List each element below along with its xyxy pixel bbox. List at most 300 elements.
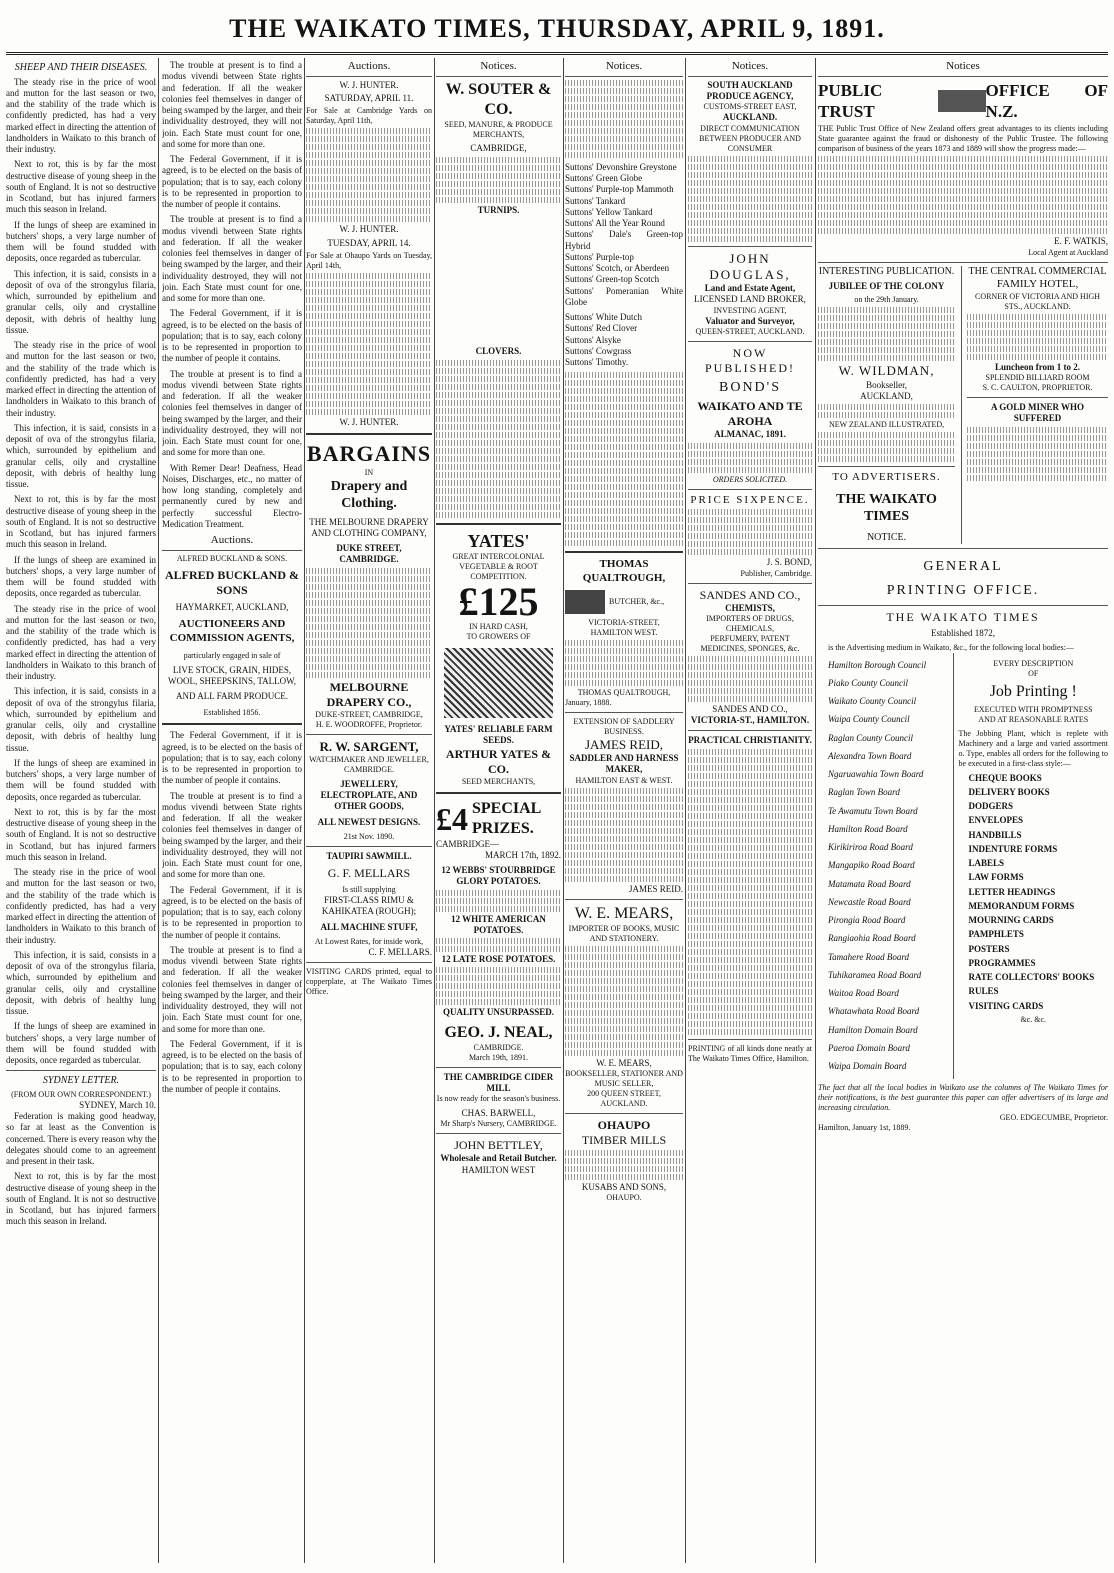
ad-mears-trade2: BOOKSELLER, STATIONER AND MUSIC SELLER,: [565, 1069, 683, 1088]
job-column: [953, 653, 1108, 1080]
column-two: [162, 60, 302, 1565]
ad-white-american: 12 WHITE AMERICAN POTATOES.: [451, 913, 546, 935]
ad-sap: SOUTH AUCKLAND PRODUCE AGENCY,: [706, 79, 794, 101]
ad-proprietor: H. E. WOODROFFE, Proprietor.: [315, 719, 423, 729]
ad-visiting-cards: VISITING CARDS printed, equal to copperplate, at The Waikato Times Office.: [306, 967, 432, 996]
divider: [818, 466, 955, 467]
board-list: [818, 653, 953, 1080]
job-jobbing: The Jobbing Plant, which is replete with Machinery and a large and varied assortment o. Type, enables all orders for the following to be executed in a first-class style:—: [958, 728, 1108, 768]
ad-sandes: SANDES AND CO.,: [699, 587, 801, 602]
seed-packet-illustration: [444, 648, 553, 718]
trust-description: THE Public Trust Office of New Zealand offers great advantages to its clients including State guarantee against the fraud or dishonesty of the Public Trustee. The following comparison of business of the years 1873 and 1889 will show the progress made:—: [818, 124, 1108, 154]
ad-yates-seeds: YATES' RELIABLE FARM SEEDS.: [444, 724, 553, 746]
article-paragraph: The trouble at present is to find a modus vivendi between State rights and federation. If all the weaker colonies feel themselves in danger of being swamped by the larger, and their individuality destroyed, they will not join. Each State must count for one, and some for more than one.: [162, 60, 302, 149]
ad-firm: ALFRED BUCKLAND & SONS.: [176, 553, 288, 563]
ad-bettley: JOHN BETTLEY,: [454, 1138, 543, 1153]
divider: [306, 734, 432, 735]
article-paragraph: This infection, it is said, consists in a deposit of ova of the strongylus filaria, which, surrounded by epithelium and granular cells, oily and crystalline deposit, with debris of healthy lung tissue.: [6, 268, 156, 335]
list-item: LAW FORMS: [968, 872, 1024, 883]
article-paragraph: If the lungs of sheep are examined in butchers' shops, a very large number of them will be found studded with deposits, once regarded as tubercular.: [6, 1021, 156, 1065]
ad-souter-town: CAMBRIDGE,: [470, 142, 527, 153]
special-prize-label: SPECIAL PRIZES.: [472, 799, 542, 837]
list-item: Paeroa Domain Board: [828, 1042, 910, 1053]
hotel-family: FAMILY HOTEL,: [996, 278, 1079, 290]
ad-machine: ALL MACHINE STUFF,: [320, 921, 418, 932]
divider: [818, 605, 1108, 606]
article-title: SYDNEY LETTER.: [42, 1075, 120, 1087]
list-item: MEMORANDUM FORMS: [968, 900, 1075, 911]
article-paragraph: This infection, it is said, consists in a deposit of ova of the strongylus filaria, which, surrounded by epithelium and granular cells, oily and crystalline deposit, with debris of healthy lung tissue.: [6, 949, 156, 1016]
ad-orders: ORDERS SOLICITED.: [712, 474, 788, 484]
ad-text: [565, 372, 683, 546]
list-item: Suttons' White Dutch: [565, 312, 642, 322]
column-notices-b: [565, 60, 683, 1565]
column-auctions: [306, 60, 432, 1565]
ad-in: IN: [364, 467, 374, 477]
ad-cider-mill: THE CAMBRIDGE CIDER MILL: [443, 1071, 554, 1093]
ad-wildman-city: AUCKLAND,: [860, 390, 913, 401]
ad-wildman-trade: Bookseller,: [866, 379, 907, 390]
ad-qualtrough-sign: THOMAS QUALTROUGH,: [577, 687, 671, 697]
ad-cider-ready: Is now ready for the season's business.: [436, 1094, 561, 1103]
ad-souter: W. SOUTER & CO.: [445, 80, 552, 118]
article-paragraph: If the lungs of sheep are examined in butchers' shops, a very large number of them will be found studded with deposits, once regarded as tubercular.: [6, 757, 156, 802]
ad-chemists: CHEMISTS,: [725, 602, 775, 613]
list-item: Suttons' Green Globe: [565, 173, 643, 183]
article-paragraph: Next to rot, this is by far the most destructive disease of young sheep in the south of England. It is not so destructive in Scotland, but has injured farmers much this season in Ireland.: [6, 159, 156, 215]
section-heading: Notices.: [688, 60, 812, 77]
job-etc: &c. &c.: [1020, 1014, 1047, 1024]
ad-street: DUKE-STREET, CAMBRIDGE,: [315, 709, 423, 719]
ad-valuer: Valuator and Surveyor,: [705, 315, 795, 326]
list-item: Waipa Domain Board: [828, 1061, 907, 1071]
list-item: Raglan County Council: [828, 732, 913, 743]
hotel-corner: CORNER OF VICTORIA AND HIGH STS., AUCKLAND.: [974, 291, 1101, 311]
ad-text: [688, 156, 812, 242]
list-item: Newcastle Road Board: [828, 896, 911, 907]
divider: [436, 792, 561, 794]
article-title: SHEEP AND THEIR DISEASES.: [14, 62, 148, 73]
list-item: LETTER HEADINGS: [968, 886, 1056, 897]
ad-growers: TO GROWERS OF: [466, 632, 531, 641]
ad-souter-trade: SEED, MANURE, & PRODUCE MERCHANTS,: [444, 119, 553, 139]
list-item: Pirongia Road Board: [828, 915, 906, 925]
ad-reid: JAMES REID,: [584, 736, 663, 752]
ad-land-broker: LICENSED LAND BROKER,: [694, 294, 806, 305]
section-heading: Auctions.: [162, 534, 302, 551]
article-paragraph: The Federal Government, if it is agreed, is to be elected on the basis of population; that is to say, each colony is to be represented in proportion to the number of people it contains.: [162, 884, 302, 940]
divider: [162, 723, 302, 725]
article-paragraph: The Federal Government, if it is agreed, is to be elected on the basis of population; that is to say, each colony is to be represented in proportion to the number of people it contains.: [162, 308, 302, 364]
special-prize-amount: £4: [436, 800, 468, 837]
auctioneer-name: W. J. HUNTER.: [339, 79, 399, 90]
ad-almanac: WAIKATO AND TE AROHA: [697, 399, 803, 429]
list-item: Suttons' Yellow Tankard: [565, 206, 653, 217]
divider: [565, 899, 683, 900]
ad-note: particularly engaged in sale of: [183, 650, 281, 660]
divider: [436, 1067, 561, 1068]
sale-list: [306, 273, 432, 415]
ad-mears: W. E. MEARS,: [574, 904, 674, 922]
list-item: Tamahere Road Board: [828, 951, 909, 962]
ad-timber-mills: TIMBER MILLS: [581, 1133, 667, 1147]
ad-central-hotel: [961, 266, 1108, 545]
article-paragraph: The trouble at present is to find a modus vivendi between State rights and federation. If all the weaker colonies feel themselves in danger of being swamped by the larger, and their individuality destroyed, they will not join. Each State must count for one, and some for more than one.: [162, 214, 302, 303]
ad-cash: IN HARD CASH,: [469, 622, 528, 631]
ad-turnips: TURNIPS.: [477, 205, 520, 215]
job-printing: Job Printing !: [989, 682, 1077, 700]
sale-description: For Sale at Cambridge Yards on Saturday, April 11th,: [306, 106, 432, 126]
auctioneer-name: W. J. HUNTER.: [339, 416, 399, 427]
column-rule: [563, 58, 564, 1563]
ad-investing: INVESTING AGENT,: [713, 305, 787, 315]
ad-late-rose: 12 LATE ROSE POTATOES.: [441, 954, 556, 964]
article-paragraph: This infection, it is said, consists in a deposit of ova of the strongylus filaria, which, surrounded by epithelium and granular cells, oily and crystalline deposit, with debris of healthy lung tissue.: [6, 686, 156, 753]
divider: [688, 341, 812, 342]
ad-arthur-trade: SEED MERCHANTS,: [461, 776, 536, 786]
po-proprietor: GEO. EDGECUMBE, Proprietor.: [999, 1113, 1108, 1123]
list-item: Alexandra Town Board: [828, 750, 912, 761]
ad-gold-miner: A GOLD MINER WHO SUFFERED: [990, 402, 1085, 424]
list-item: HANDBILLS: [968, 829, 1022, 840]
list-item: DODGERS: [968, 801, 1014, 811]
ad-mears-address: 200 QUEEN STREET, AUCKLAND.: [587, 1089, 661, 1108]
ad-list: [306, 568, 432, 678]
list-item: Mangapiko Road Board: [828, 860, 915, 871]
column-rule: [158, 58, 159, 1563]
column-notices-a: [436, 60, 561, 1565]
list-item: Hamilton Road Board: [828, 823, 908, 834]
divider: [436, 523, 561, 525]
ad-mellars-sign: C. F. MELLARS.: [368, 946, 432, 957]
ad-extension: EXTENSION OF SADDLERY BUSINESS.: [573, 716, 675, 736]
column-rule: [685, 58, 686, 1563]
ad-established: Established 1856.: [203, 708, 261, 718]
divider: [6, 1070, 156, 1071]
ad-wildman: W. WILDMAN,: [838, 363, 935, 379]
section-heading: Notices.: [436, 60, 561, 77]
article-paragraph: The steady rise in the price of wool and mutton for the last season or two, and the stability of the trade which is confidently predicted, has had a very marked effect in directing the attention of landholders in Waikato to this branch of their industry.: [6, 603, 156, 681]
list-item: Suttons' Cowgrass: [565, 345, 632, 356]
ad-text: [436, 157, 561, 203]
po-general: GENERAL: [923, 559, 1003, 575]
ad-supply: Is still supplying: [342, 885, 396, 894]
ad-neal: GEO. J. NEAL,: [444, 1023, 553, 1041]
ad-designs: ALL NEWEST DESIGNS.: [317, 816, 421, 827]
article-paragraph: The Federal Government, if it is agreed, is to be elected on the basis of population; that is to say, each colony is to be represented in proportion to the number of people it contains.: [162, 730, 302, 786]
prize-list: [436, 967, 561, 1005]
ad-butcher-town: HAMILTON WEST.: [590, 627, 658, 637]
divider: [306, 846, 432, 847]
trust-table: [818, 156, 1108, 234]
ad-butcher-street: VICTORIA-STREET,: [588, 617, 660, 627]
ad-bargains: BARGAINS: [306, 441, 432, 466]
article-paragraph: The Federal Government, if it is agreed, is to be elected on the basis of population; that is to say, each colony is to be represented in proportion to the number of people it contains.: [162, 154, 302, 209]
article-paragraph: The steady rise in the price of wool and mutton for the last season or two, and the stability of the trade which is confidently predicted, has had a very marked effect in directing the attention of landholders in Waikato to this branch of their industry.: [6, 76, 156, 154]
list-item: Kirikiriroa Road Board: [828, 842, 913, 852]
ad-list: [436, 360, 561, 518]
list-item: INDENTURE FORMS: [968, 843, 1058, 854]
ad-jubilee: JUBILEE OF THE COLONY: [828, 281, 945, 291]
list-item: Ngaruawahia Town Board: [828, 769, 924, 779]
ad-jubilee-date: on the 29th January.: [854, 295, 919, 305]
sale-date: SATURDAY, APRIL 11.: [324, 93, 414, 103]
list-item: MOURNING CARDS: [968, 915, 1054, 925]
list-item: Tuhikaramea Road Board: [828, 969, 922, 980]
ad-text: [688, 656, 812, 702]
hotel-proprietor: S. C. CAULTON, PROPRIETOR.: [982, 383, 1093, 392]
list-item: Suttons' All the Year Round: [565, 218, 665, 228]
list-item: Whatawhata Road Board: [828, 1006, 920, 1017]
ad-reid-trade: SADDLER AND HARNESS MAKER,: [569, 753, 679, 775]
turnip-list-space: [436, 216, 561, 346]
divider: [436, 1133, 561, 1134]
article-paragraph: Federation is making good headway, so far at least as the Convention is concerned. There is every reason why the delegates should come to an agreement and present in their task.: [6, 1111, 156, 1166]
ad-firm-large: ALFRED BUCKLAND & SONS: [164, 567, 299, 597]
list-item: LABELS: [968, 858, 1005, 868]
ad-text: [688, 749, 812, 1035]
column-sheep-diseases: [6, 60, 156, 1565]
ad-neal-town: CAMBRIDGE.: [473, 1042, 524, 1052]
ad-reid-sign: JAMES REID.: [628, 883, 683, 894]
ad-march: MARCH 17th, 1892.: [484, 849, 561, 860]
ad-clovers: CLOVERS.: [475, 346, 522, 357]
ad-interesting: [818, 266, 955, 545]
ad-sap-city: AUCKLAND.: [722, 112, 778, 123]
po-times: THE WAIKATO TIMES: [886, 610, 1040, 625]
ad-land-agent: Land and Estate Agent,: [704, 283, 796, 293]
clover-list: [565, 312, 683, 368]
ad-ohaupo: OHAUPO: [597, 1118, 651, 1132]
masthead-rule: [6, 52, 1108, 55]
printing-office-block: [818, 548, 1108, 1133]
ad-butcher: BUTCHER, &c.,: [609, 596, 665, 606]
po-established: Established 1872,: [931, 628, 995, 639]
ad-bonds: BOND'S: [719, 379, 781, 395]
list-item: Suttons' Scotch, or Aberdeen: [565, 263, 670, 273]
turnip-list: [565, 162, 683, 308]
ad-kusabs-town: OHAUPO.: [606, 1193, 642, 1203]
po-lists: [818, 653, 1108, 1080]
ad-quality: QUALITY UNSURPASSED.: [442, 1007, 555, 1018]
divider: [306, 962, 432, 963]
ad-company: THE MELBOURNE DRAPERY AND CLOTHING COMPANY,: [309, 516, 429, 538]
ad-sargent: R. W. SARGENT,: [319, 738, 419, 754]
ad-price: PRICE SIXPENCE.: [690, 493, 810, 506]
list-item: Piako County Council: [828, 677, 908, 688]
divider: [306, 433, 432, 435]
sale-list: [306, 128, 432, 222]
article-paragraph: The trouble at present is to find a modus vivendi between State rights and federation. If all the weaker colonies feel themselves in danger of being swamped by the larger, and their individuality destroyed, they will not join. Each State must count for one, and some for more than one.: [162, 790, 302, 880]
ad-public-trust: [818, 80, 1108, 123]
list-item: Suttons' Purple-top: [565, 251, 634, 262]
ad-text: [565, 1150, 683, 1180]
ad-now-published: NOW PUBLISHED!: [704, 345, 795, 375]
list-item: POSTERS: [968, 943, 1010, 954]
ad-competition: COMPETITION.: [470, 572, 527, 581]
prize-list: [436, 938, 561, 952]
ad-sandes-sign: SANDES AND CO.,: [712, 703, 788, 714]
article-paragraph: The trouble at present is to find a modus vivendi between State rights and federation. If all the weaker colonies feel themselves in danger of being swamped by the larger, and their individuality destroyed, they will not join. Each State must count for one, and some for more than one.: [162, 368, 302, 458]
ox-illustration: [565, 590, 605, 614]
trust-title: PUBLIC TRUST: [818, 80, 883, 121]
po-medium: is the Advertising medium in Waikato, &c., for the following local bodies:—: [828, 642, 1074, 652]
job-every: EVERY DESCRIPTION: [993, 658, 1074, 668]
list-item: Suttons' Alsyke: [565, 334, 621, 345]
prize-list: [436, 890, 561, 912]
ad-goods: AND ALL FARM PRODUCE.: [175, 691, 288, 701]
ad-timber: FIRST-CLASS RIMU & KAHIKATEA (ROUGH);: [321, 895, 417, 917]
article-paragraph: If the lungs of sheep are examined in butchers' shops, a very large number of them will be found studded with deposits, once regarded as tubercular.: [6, 554, 156, 599]
list-item: CHEQUE BOOKS: [968, 772, 1042, 783]
article-paragraph: With Remer Dear! Deafness, Head Noises, Discharges, etc., no matter of how long standing, completely and permanently cured by new and perfectly successful Electro-Medication Treatment.: [162, 462, 302, 529]
section-heading: Auctions.: [306, 60, 432, 77]
auctioneer-name: W. J. HUNTER.: [339, 224, 399, 235]
column-rule: [304, 58, 305, 1563]
ad-drapery: Drapery and Clothing.: [330, 478, 408, 511]
ad-reid-town: HAMILTON EAST & WEST.: [575, 775, 673, 785]
ad-text: [818, 307, 955, 361]
ad-mears-trade: IMPORTER OF BOOKS, MUSIC AND STATIONERY.: [568, 923, 680, 943]
list-item: ENVELOPES: [968, 815, 1024, 826]
article-paragraph: Next to rot, this is by far the most destructive disease of young sheep in the south of England. It is not so destructive in Scotland, but has injured farmers much this season in Ireland.: [6, 806, 156, 862]
list-item: Te Awamutu Town Board: [828, 805, 918, 816]
ad-address: HAYMARKET, AUCKLAND,: [175, 601, 289, 612]
hotel-title: THE CENTRAL COMMERCIAL: [968, 265, 1107, 277]
po-date: Hamilton, January 1st, 1889.: [818, 1123, 911, 1133]
ad-arthur-yates: ARTHUR YATES & CO.: [445, 746, 552, 776]
list-item: Suttons' Dale's Green-top Hybrid: [565, 229, 683, 251]
ad-jewellery: JEWELLERY, ELECTROPLATE, AND OTHER GOODS,: [320, 778, 418, 812]
ad-queen-st: QUEEN-STREET, AUCKLAND.: [695, 326, 805, 336]
trust-agent-role: Local Agent at Auckland: [1028, 247, 1108, 257]
column-rule: [434, 58, 435, 1563]
hotel-luncheon: Luncheon from 1 to 2.: [994, 361, 1081, 372]
article-byline: (FROM OUR OWN CORRESPONDENT.): [11, 1089, 151, 1099]
article-paragraph: The trouble at present is to find a modus vivendi between State rights and federation. If all the weaker colonies feel themselves in danger of being swamped by the larger, and their individuality destroyed, they will not join. Each State must count for one, and some for more than one.: [162, 944, 302, 1034]
divider: [565, 1113, 683, 1114]
butcher-block: [565, 590, 683, 614]
list-item: Hamilton Borough Council: [828, 659, 927, 670]
ad-text: [967, 314, 1108, 360]
job-exec2: AND AT REASONABLE RATES: [978, 714, 1089, 724]
list-item: PROGRAMMES: [968, 957, 1036, 968]
section-heading: Notices.: [565, 60, 683, 77]
ad-text: [565, 80, 683, 158]
list-item: Suttons' Devonshire Greystone: [565, 161, 677, 172]
ad-bettley-trade: Wholesale and Retail Butcher.: [440, 1153, 557, 1164]
ad-bettley-town: HAMILTON WEST: [461, 1164, 536, 1175]
ad-importers: IMPORTERS OF DRUGS, CHEMICALS,: [706, 613, 794, 633]
divider: [688, 583, 812, 584]
column-notices-d: [818, 60, 1108, 1565]
ad-text: [565, 788, 683, 882]
ad-nz-illustrated: NEW ZEALAND ILLUSTRATED,: [828, 420, 945, 429]
dateline: SYDNEY, March 10.: [79, 1099, 156, 1110]
ad-almanac-year: ALMANAC, 1891.: [714, 429, 786, 440]
ad-text: [565, 640, 683, 686]
ad-practical: PRACTICAL CHRISTIANITY.: [688, 735, 812, 746]
ad-goods: LIVE STOCK, GRAIN, HIDES, WOOL, SHEEPSKINS, TALLOW,: [167, 664, 297, 686]
sale-description: For Sale at Ohaupo Yards on Tuesday, April 14th,: [306, 250, 432, 270]
list-item: DELIVERY BOOKS: [968, 786, 1050, 797]
list-item: Hamilton Domain Board: [828, 1024, 918, 1035]
ad-date: 21st Nov. 1890.: [343, 831, 395, 841]
ad-perfumery: PERFUMERY, PATENT MEDICINES, SPONGES, &c.: [700, 633, 800, 653]
ad-webbs: 12 WEBBS' STOURBRIDGE GLORY POTATOES.: [441, 865, 556, 887]
ad-bond-town: Publisher, Cambridge.: [740, 568, 812, 578]
ad-sap-street: CUSTOMS-STREET EAST,: [703, 102, 797, 112]
ad-waikato-times: THE WAIKATO TIMES: [836, 491, 937, 525]
ad-barwell: CHAS. BARWELL,: [461, 1108, 536, 1118]
list-item: Suttons' Tankard: [565, 195, 626, 206]
ad-barwell-address: Mr Sharp's Nursery, CAMBRIDGE.: [440, 1119, 557, 1129]
divider: [688, 1039, 812, 1040]
article-paragraph: The Federal Government, if it is agreed, is to be elected on the basis of population; that is to say, each colony is to be represented in proportion to the number of people it contains.: [162, 1038, 302, 1094]
ad-text: [565, 946, 683, 1056]
ad-text: [967, 427, 1108, 481]
job-of: OF: [1028, 668, 1039, 678]
trust-agent: E. F. WATKIS,: [1054, 236, 1108, 247]
article-paragraph: If the lungs of sheep are examined in butchers' shops, a very large number of them will be found studded with deposits, once regarded as tubercular.: [6, 219, 156, 264]
ad-street: DUKE STREET, CAMBRIDGE.: [336, 543, 402, 565]
list-item: Suttons' Timothy.: [565, 357, 629, 367]
two-col-block: [818, 262, 1108, 545]
ad-sap-direct: DIRECT COMMUNICATION BETWEEN PRODUCER AND CONSUMER: [699, 123, 801, 153]
ad-prize-amount: £125: [458, 579, 539, 624]
ad-date: January, 1888.: [565, 697, 612, 707]
list-item: Suttons' Green-top Scotch: [565, 274, 660, 285]
article-paragraph: Next to rot, this is by far the most destructive disease of young sheep in the south of England. It is not so destructive in Scotland, but has injured farmers much this season in Ireland.: [6, 1171, 156, 1227]
ad-text: [818, 404, 955, 418]
list-item: Matamata Road Board: [828, 878, 911, 889]
article-paragraph: The steady rise in the price of wool and mutton for the last season or two, and the stability of the trade which is confidently predicted, has had a very marked effect in directing the attention of landholders in Waikato to this branch of their industry.: [6, 340, 156, 418]
sale-date: TUESDAY, APRIL 14.: [327, 237, 411, 248]
divider: [688, 246, 812, 247]
list-item: Suttons' Red Clover: [565, 323, 638, 334]
divider: [688, 730, 812, 731]
trust-office: OFFICE OF N.Z.: [985, 80, 1108, 121]
list-item: Waikato County Council: [828, 696, 917, 706]
job-exec: EXECUTED WITH PROMPTNESS: [974, 704, 1093, 714]
ad-yates-comp: GREAT INTERCOLONIAL VEGETABLE & ROOT: [452, 552, 545, 571]
divider: [688, 489, 812, 490]
list-item: Rangiaohia Road Board: [828, 933, 916, 944]
list-item: PAMPHLETS: [968, 929, 1024, 940]
ad-advertisers: TO ADVERTISERS.: [832, 471, 941, 483]
list-item: RULES: [968, 986, 999, 997]
ad-kusabs: KUSABS AND SONS,: [581, 1182, 667, 1192]
divider: [565, 712, 683, 713]
column-notices-c: [688, 60, 812, 1565]
ad-text: [688, 509, 812, 555]
article-paragraph: Next to rot, this is by far the most destructive disease of young sheep in the south of England. It is not so destructive in Scotland, but has injured farmers much this season in Ireland.: [6, 494, 156, 550]
list-item: VISITING CARDS: [968, 1000, 1044, 1011]
article-paragraph: This infection, it is said, consists in a deposit of ova of the strongylus filaria, which, surrounded by epithelium and granular cells, oily and crystalline deposit, with debris of healthy lung tissue.: [6, 422, 156, 489]
article-paragraph: The steady rise in the price of wool and mutton for the last season or two, and the stability of the trade which is confidently predicted, has had a very marked effect in directing the attention of landholders in Waikato to this branch of their industry.: [6, 867, 156, 945]
column-rule: [815, 58, 816, 1563]
hotel-billiard: SPLENDID BILLIARD ROOM: [985, 373, 1090, 382]
ad-bond: J. S. BOND,: [766, 557, 812, 568]
ad-neal-date: March 19th, 1891.: [468, 1052, 529, 1062]
ad-taupiri: TAUPIRI SAWMILL.: [326, 850, 412, 861]
ad-text: [688, 443, 812, 473]
ad-printing: PRINTING of all kinds done neatly at The Waikato Times Office, Hamilton.: [688, 1043, 812, 1063]
ad-camb: CAMBRIDGE—: [436, 838, 500, 849]
section-heading: Notices: [818, 60, 1108, 77]
printing-office: [818, 552, 1108, 1133]
ad-victoria-st: VICTORIA-ST., HAMILTON.: [690, 715, 810, 725]
